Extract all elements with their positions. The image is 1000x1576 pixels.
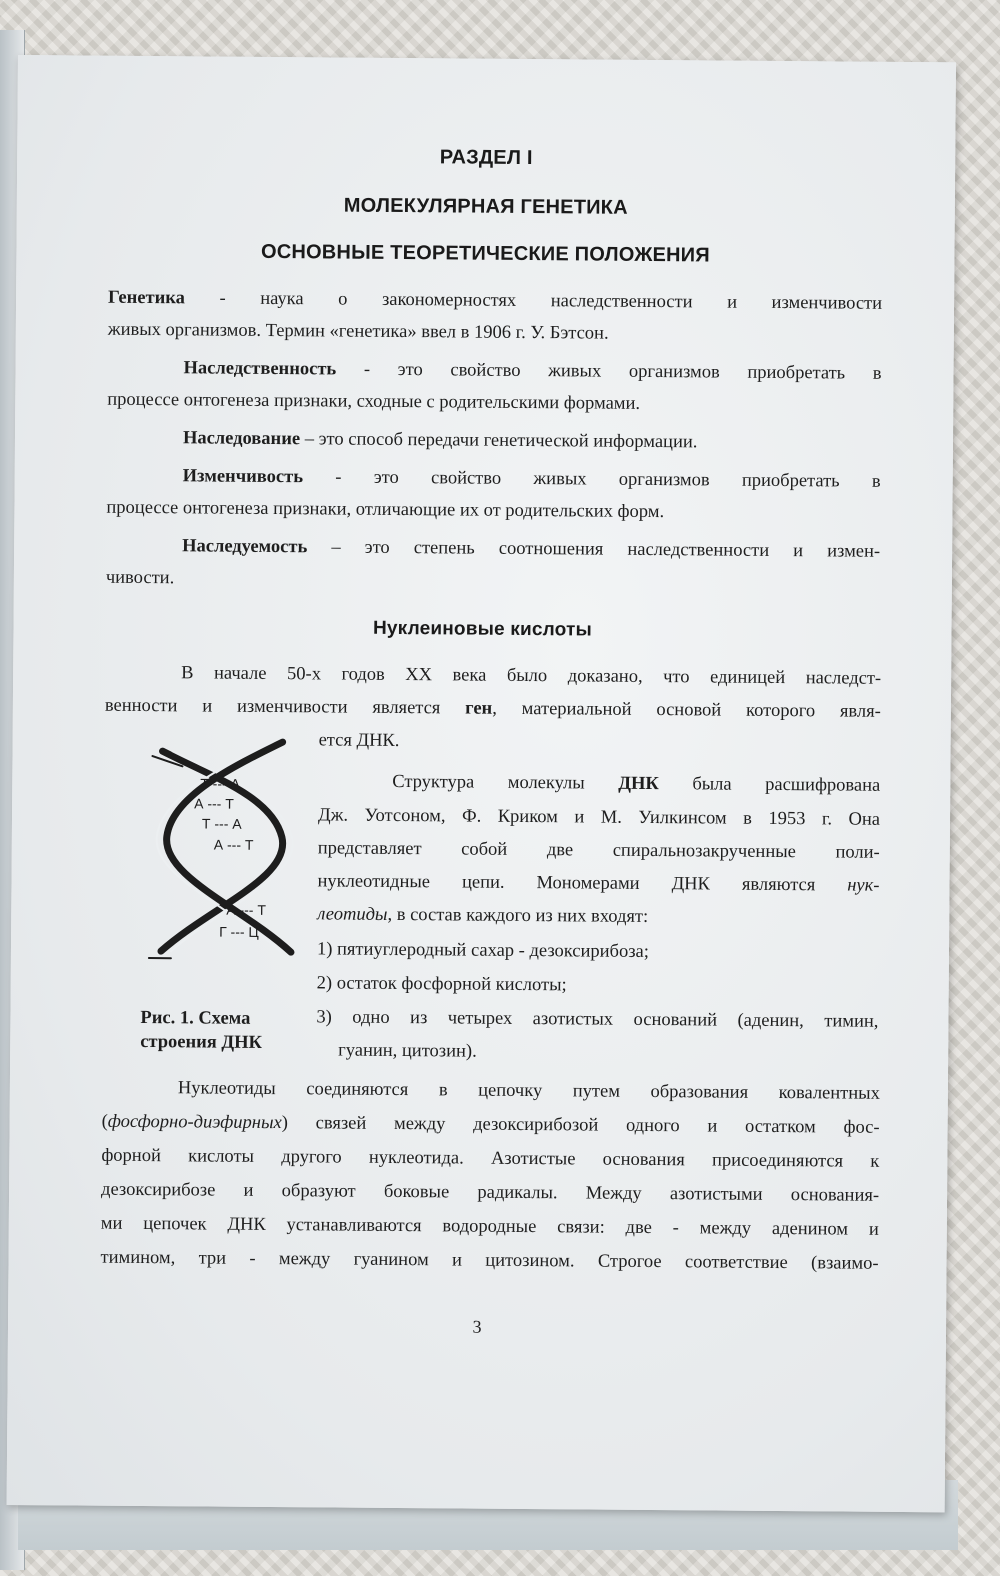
list-item: 1) пятиуглеродный сахар - дезоксирибоза; [316,939,650,962]
list-item-cont: гуанин, цитозин). [338,1040,477,1062]
definition-genetics: Генетика - наука о закономерностях наследственности и изменчивости [108,287,883,314]
figure-caption: Рис. 1. Схема строения ДНК [140,1007,263,1053]
list-item: 2) остаток фосфорной кислоты; [316,973,567,996]
section-label: РАЗДЕЛ I [439,146,533,170]
base-pair-label: А --- Т [226,901,267,918]
paragraph-line: Дж. Уотсоном, Ф. Криком и М. Уилкинсом в 1953 г. Она [317,805,881,830]
paragraph-line: представляет собой две спиральнозакрученные поли- [317,838,880,863]
list-item: 3) одно из четырех азотистых оснований (аденин, тимин, [316,1007,879,1032]
paragraph-line: венности и изменчивости является ген, материальной основой которого явля- [104,695,881,722]
definition-heredity: Наследственность - это свойство живых организмов приобретать в [183,358,882,384]
paragraph-line: форной кислоты другого нуклеотида. Азотистые основания присоединяются к [101,1145,880,1172]
definition-heredity-cont: процессе онтогенеза признаки, сходные с родительскими формами. [107,389,641,414]
term-heredity: Наследственность [183,358,337,380]
base-pair-label: Т --- А [201,815,242,832]
paragraph-line: леотиды, в состав каждого из них входят: [317,904,649,927]
term-heritability: Наследуемость [182,536,308,558]
term-variability: Изменчивость [182,466,304,488]
base-pair-label: А --- Т [194,795,234,812]
definition-genetics-cont: живых организмов. Термин «генетика» ввел в 1906 г. У. Бэтсон. [107,319,609,344]
paragraph-line: ми цепочек ДНК устанавливаются водородные связи: две - между аденином и [100,1213,879,1240]
definition-variability: Изменчивость - это свойство живых организмов приобретать в [182,466,881,492]
paragraph-line: (фосфорно-диэфирных) связей между дезоксирибозой одного и остатком фос- [101,1111,880,1138]
subtitle: ОСНОВНЫЕ ТЕОРЕТИЧЕСКИЕ ПОЛОЖЕНИЯ [260,240,710,267]
dna-helix-figure [141,736,313,967]
definition-inheritance: Наследование – это способ передачи генетической информации. [182,428,698,453]
base-pair-label: А --- Т [213,836,254,853]
nucleic-acids-heading: Нуклеиновые кислоты [372,617,593,641]
paragraph-line: тимином, три - между гуанином и цитозином. Строгое соответствие (взаимо- [100,1247,879,1274]
paragraph-line: ется ДНК. [318,730,400,752]
paragraph-line: дезоксирибозе и образуют боковые радикалы. Между азотистыми основания- [101,1179,880,1206]
paragraph-line: В начале 50-х годов XX века было доказано, что единицей наследст- [181,663,882,689]
definition-heritability: Наследуемость – это степень соотношения наследственности и измен- [182,536,881,562]
base-pair-label: Т --- А [200,775,241,792]
paragraph-line: Структура молекулы ДНК была расшифрована [392,771,881,796]
definition-variability-cont: процессе онтогенеза признаки, отличающие их от родительских форм. [106,497,665,523]
definition-heritability-cont: чивости. [105,567,175,589]
base-pair-label: Г --- Ц [219,923,259,940]
term-genetics: Генетика [108,287,186,309]
paragraph-line: Нуклеотиды соединяются в цепочку путем образования ковалентных [177,1078,880,1104]
paragraph-line: нуклеотидные цепи. Мономерами ДНК являются нук- [317,871,880,896]
book-page [7,55,956,1512]
page-number: 3 [472,1316,482,1337]
term-inheritance: Наследование [182,428,301,450]
chapter-title: МОЛЕКУЛЯРНАЯ ГЕНЕТИКА [343,194,628,219]
